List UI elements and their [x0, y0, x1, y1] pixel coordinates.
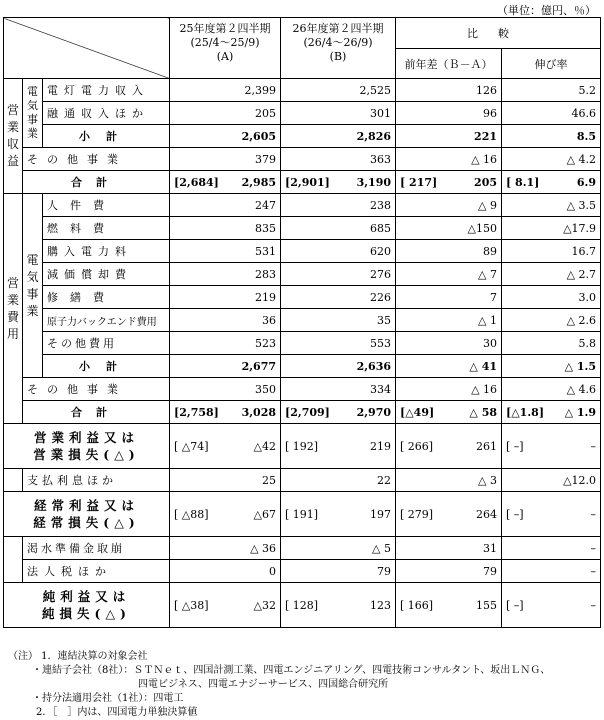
cell-growth: 5.2 [502, 79, 601, 102]
row-label: 融通収入ほか [43, 102, 170, 125]
ordinary-income-label: 経常利益又は 経常損失(△) [4, 492, 170, 537]
cell-a: [ △38] △32 [170, 583, 281, 628]
cell-a: 219 [170, 286, 281, 309]
note-line: ・持分法適用会社（1社）：四電工 [32, 693, 184, 704]
cell-b: 553 [281, 332, 396, 355]
header-corner [4, 18, 170, 79]
cell-b: 226 [281, 286, 396, 309]
cell-a: 2,605 [170, 125, 281, 148]
cell-b: 685 [281, 217, 396, 240]
note-line: 四電ビジネス、四電エナジーサービス、四国総合研究所 [138, 679, 389, 690]
cell-growth: △ 4.6 [502, 378, 601, 401]
cell-diff: △ 1 [396, 309, 502, 332]
cell-growth: 16.7 [502, 240, 601, 263]
cell-b: 238 [281, 194, 396, 217]
cell-growth: △17.9 [502, 217, 601, 240]
cell-a: [ △88] △67 [170, 492, 281, 537]
cell-diff: 89 [396, 240, 502, 263]
cell-diff: △ 3 [396, 469, 502, 492]
cell-a: 835 [170, 217, 281, 240]
row-label: その他事業 [23, 378, 170, 401]
cell-b: [2,901] 3,190 [281, 171, 396, 194]
group-revenue: 営業収益 [4, 79, 23, 194]
cell-a: 0 [170, 560, 281, 583]
unit-label: （単位：億円、％） [497, 4, 596, 17]
cell-diff: [ 279] 264 [396, 492, 502, 537]
header-growth: 伸び率 [502, 49, 601, 79]
row-label: その他事業 [23, 148, 170, 171]
cell-a: 2,677 [170, 355, 281, 378]
row-label: 支払利息ほか [23, 469, 170, 492]
cell-a: [2,758] 3,028 [170, 401, 281, 424]
group-expense: 営業費用 [4, 194, 23, 424]
cell-b: 334 [281, 378, 396, 401]
cell-growth: [ –] – [502, 583, 601, 628]
cell-b: 2,636 [281, 355, 396, 378]
cell-diff: △ 16 [396, 148, 502, 171]
row-label: 減価償却費 [43, 263, 170, 286]
footnotes [8, 650, 550, 720]
operating-income-label: 営業利益又は 営業損失(△) [4, 424, 170, 469]
cell-growth: △ 1.5 [502, 355, 601, 378]
header-col-b: 26年度第２四半期 (26/4～26/9) (B) [281, 18, 396, 79]
row-label: 合計 [23, 401, 170, 424]
row-label: 小計 [43, 355, 170, 378]
row-label: 修繕費 [43, 286, 170, 309]
cell-a: [ △74] △42 [170, 424, 281, 469]
indent-cell [4, 469, 23, 492]
cell-diff: △ 16 [396, 378, 502, 401]
cell-growth: [ –] – [502, 492, 601, 537]
cell-b: [ 192] 219 [281, 424, 396, 469]
cell-diff: △ 9 [396, 194, 502, 217]
row-label: その他費用 [43, 332, 170, 355]
row-label: 原子力バックエンド費用 [43, 309, 170, 332]
note-line: （注） 1．連結決算の対象会社 [8, 651, 148, 662]
cell-a: 25 [170, 469, 281, 492]
cell-b: 2,525 [281, 79, 396, 102]
cell-diff: [△49] △ 58 [396, 401, 502, 424]
cell-diff: [ 266] 261 [396, 424, 502, 469]
cell-growth: – [502, 537, 601, 560]
row-label: 人件費 [43, 194, 170, 217]
cell-b: 363 [281, 148, 396, 171]
cell-a: 379 [170, 148, 281, 171]
cell-growth: △12.0 [502, 469, 601, 492]
cell-a: 523 [170, 332, 281, 355]
header-compare: 比較 [396, 18, 601, 49]
cell-growth: 8.5 [502, 125, 601, 148]
cell-growth: 5.8 [502, 332, 601, 355]
cell-growth: [△1.8] △ 1.9 [502, 401, 601, 424]
cell-growth: △ 3.5 [502, 194, 601, 217]
cell-a: 2,399 [170, 79, 281, 102]
cell-growth: △ 4.2 [502, 148, 601, 171]
row-label: 渇水準備金取崩 [23, 537, 170, 560]
group-electric-exp: 電気事業 [23, 194, 43, 378]
cell-a: 283 [170, 263, 281, 286]
group-electric-rev: 電気事業 [23, 79, 43, 148]
cell-b: 79 [281, 560, 396, 583]
cell-diff: 7 [396, 286, 502, 309]
cell-b: 276 [281, 263, 396, 286]
row-label: 燃料費 [43, 217, 170, 240]
row-label: 合計 [23, 171, 170, 194]
cell-b: 2,826 [281, 125, 396, 148]
cell-diff: 126 [396, 79, 502, 102]
cell-a: 247 [170, 194, 281, 217]
cell-b: [ 191] 197 [281, 492, 396, 537]
row-label: 電灯電力収入 [43, 79, 170, 102]
cell-growth: 46.6 [502, 102, 601, 125]
cell-diff: 79 [396, 560, 502, 583]
net-income-label: 純利益又は 純損失(△) [4, 583, 170, 628]
cell-diff: △150 [396, 217, 502, 240]
header-col-a: 25年度第２四半期 (25/4～25/9) (A) [170, 18, 281, 79]
header-diff: 前年差（Ｂ－Ａ） [396, 49, 502, 79]
cell-b: 35 [281, 309, 396, 332]
cell-a: [2,684] 2,985 [170, 171, 281, 194]
cell-diff: △ 7 [396, 263, 502, 286]
indent-cell [4, 537, 23, 583]
financial-table [3, 17, 601, 628]
cell-b: 22 [281, 469, 396, 492]
note-line: 2．［ ］内は、四国電力単独決算値 [36, 707, 198, 718]
cell-a: 531 [170, 240, 281, 263]
cell-diff: 31 [396, 537, 502, 560]
row-label: 小計 [43, 125, 170, 148]
cell-b: 301 [281, 102, 396, 125]
cell-growth: [ –] – [502, 424, 601, 469]
cell-diff: 221 [396, 125, 502, 148]
cell-growth: [ 8.1] 6.9 [502, 171, 601, 194]
cell-diff: [ 217] 205 [396, 171, 502, 194]
cell-growth: △ 2.6 [502, 309, 601, 332]
note-line: ・連結子会社（8社）：ＳＴＮｅｔ、四国計測工業、四電エンジニアリング、四電技術コンサルタント、坂出ＬＮＧ、 [32, 665, 551, 676]
cell-b: 620 [281, 240, 396, 263]
cell-diff: △ 41 [396, 355, 502, 378]
cell-diff: 30 [396, 332, 502, 355]
cell-a: 350 [170, 378, 281, 401]
row-label: 購入電力料 [43, 240, 170, 263]
cell-diff: [ 166] 155 [396, 583, 502, 628]
cell-diff: 96 [396, 102, 502, 125]
cell-b: [2,709] 2,970 [281, 401, 396, 424]
cell-growth: △ 2.7 [502, 263, 601, 286]
cell-a: 36 [170, 309, 281, 332]
cell-a: △ 36 [170, 537, 281, 560]
row-label: 法人税ほか [23, 560, 170, 583]
cell-growth: 3.0 [502, 286, 601, 309]
cell-a: 205 [170, 102, 281, 125]
cell-b: [ 128] 123 [281, 583, 396, 628]
cell-growth: – [502, 560, 601, 583]
cell-b: △ 5 [281, 537, 396, 560]
